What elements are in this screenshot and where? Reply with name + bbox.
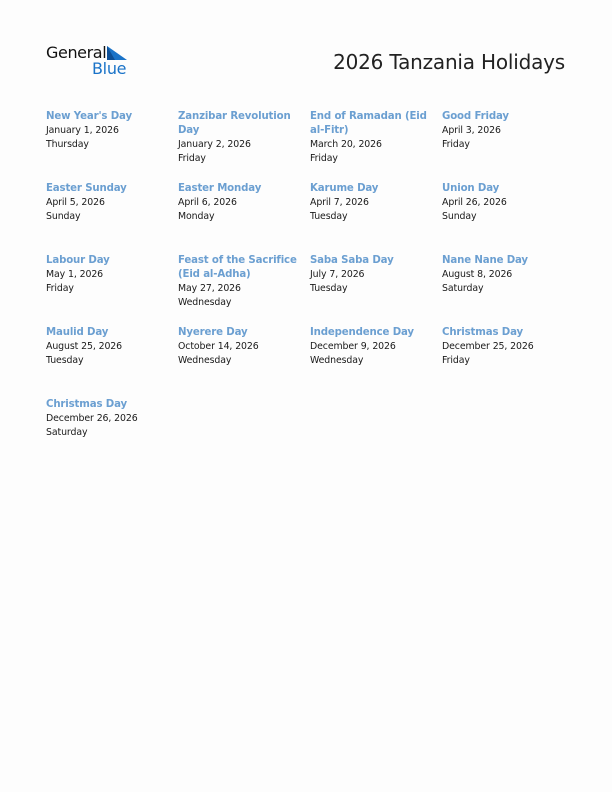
holiday-entry: [442, 110, 568, 182]
logo-word-general: General: [46, 43, 107, 62]
holiday-weekday: Saturday: [46, 427, 88, 438]
holiday-weekday: Thursday: [46, 139, 89, 150]
holiday-date: April 3, 2026: [442, 125, 501, 136]
holiday-date: May 27, 2026: [178, 283, 241, 294]
holiday-weekday: Friday: [442, 355, 470, 366]
holiday-date: December 26, 2026: [46, 413, 138, 424]
holiday-name: Zanzibar Revolution Day: [178, 111, 291, 136]
holiday-entry: [178, 182, 304, 254]
holiday-date: December 25, 2026: [442, 341, 534, 352]
holiday-weekday: Wednesday: [178, 297, 232, 308]
holiday-weekday: Sunday: [46, 211, 81, 222]
holiday-weekday: Friday: [178, 153, 206, 164]
holiday-entry: [178, 254, 304, 326]
holiday-entry: [310, 182, 436, 254]
holiday-name: Easter Monday: [178, 183, 262, 194]
holiday-name: End of Ramadan (Eid al-Fitr): [310, 111, 427, 136]
holiday-name: Maulid Day: [46, 327, 109, 338]
page-title: 2026 Tanzania Holidays: [333, 50, 565, 74]
holiday-entry: [178, 326, 304, 398]
holiday-name: New Year's Day: [46, 111, 132, 122]
holiday-date: April 5, 2026: [46, 197, 105, 208]
holiday-date: December 9, 2026: [310, 341, 396, 352]
logo-triangle-icon: [107, 46, 127, 60]
holiday-date: July 7, 2026: [310, 269, 365, 280]
holiday-weekday: Wednesday: [178, 355, 232, 366]
holiday-weekday: Saturday: [442, 283, 484, 294]
holiday-weekday: Friday: [442, 139, 470, 150]
holiday-entry: [46, 326, 172, 398]
holiday-entry: [178, 110, 304, 182]
holiday-name: Nyerere Day: [178, 327, 248, 338]
holiday-entry: [310, 110, 436, 182]
holiday-weekday: Friday: [310, 153, 338, 164]
holiday-weekday: Tuesday: [310, 211, 348, 222]
holiday-name: Labour Day: [46, 255, 110, 266]
holiday-date: October 14, 2026: [178, 341, 259, 352]
holiday-date: March 20, 2026: [310, 139, 382, 150]
holiday-entry: [310, 326, 436, 398]
holiday-date: April 6, 2026: [178, 197, 237, 208]
holiday-entry: [442, 182, 568, 254]
holiday-date: August 25, 2026: [46, 341, 123, 352]
brand-logo: [46, 44, 136, 80]
holiday-weekday: Tuesday: [46, 355, 84, 366]
holiday-name: Good Friday: [442, 111, 509, 122]
holiday-name: Feast of the Sacrifice (Eid al-Adha): [178, 255, 297, 280]
holiday-date: May 1, 2026: [46, 269, 104, 280]
holiday-date: August 8, 2026: [442, 269, 513, 280]
holiday-name: Christmas Day: [46, 399, 127, 410]
logo-word-blue: Blue: [92, 59, 127, 78]
holiday-entry: [310, 254, 436, 326]
holiday-name: Saba Saba Day: [310, 255, 394, 266]
holiday-name: Union Day: [442, 183, 500, 194]
holiday-name: Nane Nane Day: [442, 255, 528, 266]
holiday-date: April 26, 2026: [442, 197, 507, 208]
holiday-entry: [46, 110, 172, 182]
holiday-entry: [442, 326, 568, 398]
holiday-date: January 2, 2026: [178, 139, 251, 150]
holiday-entry: [46, 398, 172, 470]
holiday-entry: [46, 254, 172, 326]
holiday-weekday: Wednesday: [310, 355, 364, 366]
holiday-weekday: Sunday: [442, 211, 477, 222]
holiday-name: Christmas Day: [442, 327, 523, 338]
holiday-entry: [442, 254, 568, 326]
holiday-weekday: Tuesday: [310, 283, 348, 294]
holiday-entry: [46, 182, 172, 254]
holiday-date: January 1, 2026: [46, 125, 119, 136]
holiday-name: Independence Day: [310, 327, 414, 338]
holiday-weekday: Monday: [178, 211, 215, 222]
holiday-date: April 7, 2026: [310, 197, 369, 208]
holiday-name: Easter Sunday: [46, 183, 127, 194]
holiday-weekday: Friday: [46, 283, 74, 294]
holiday-name: Karume Day: [310, 183, 379, 194]
holiday-grid: [46, 110, 578, 470]
